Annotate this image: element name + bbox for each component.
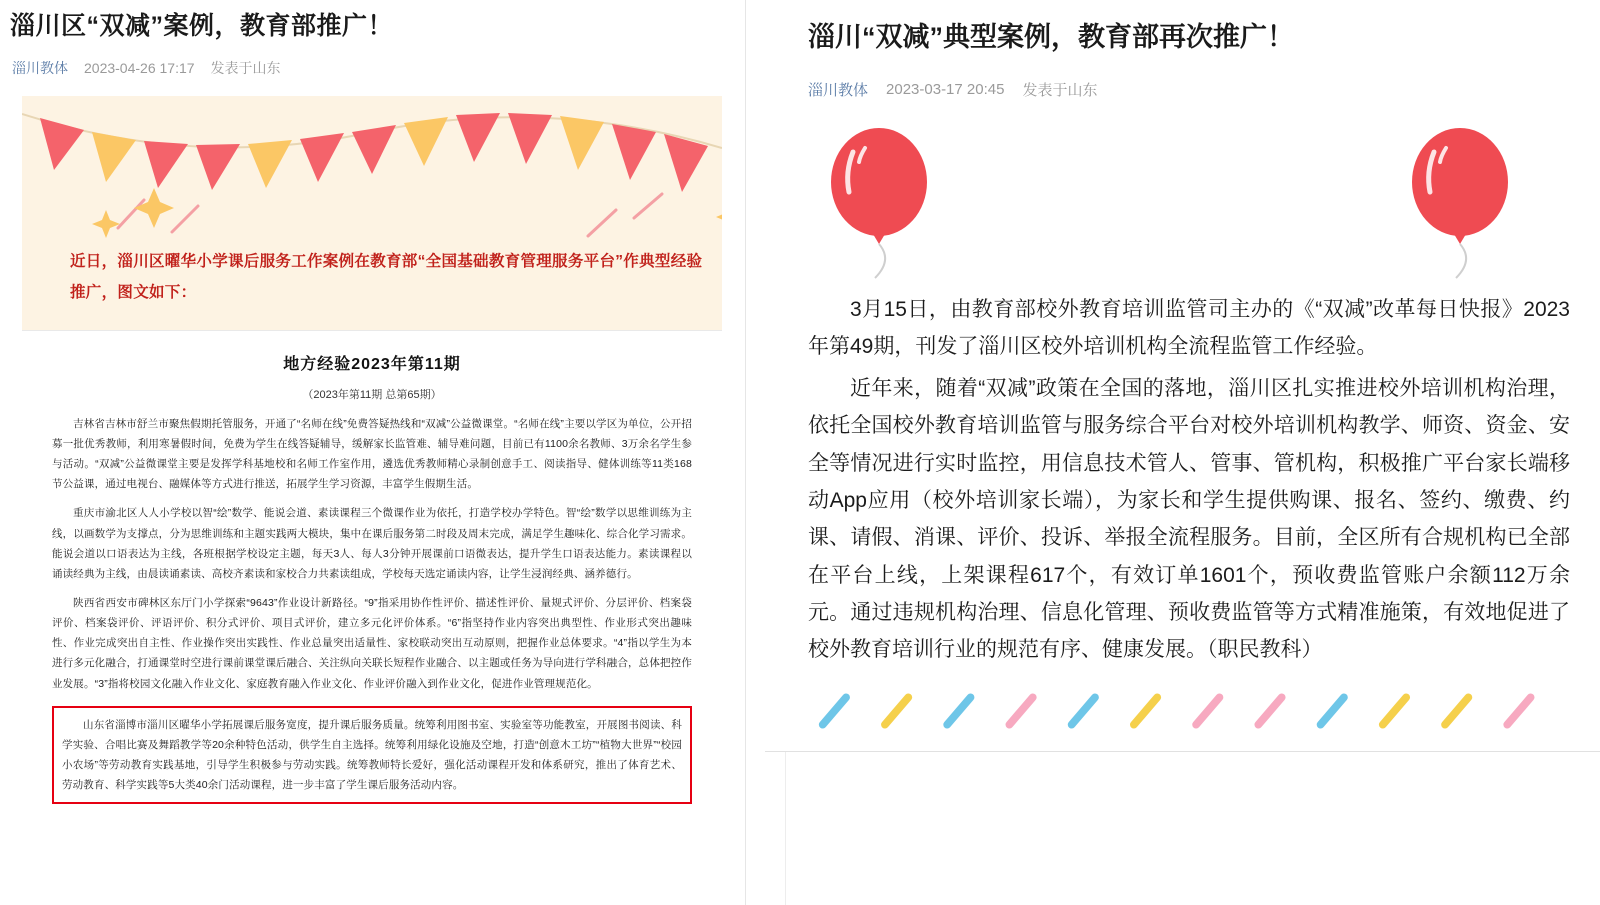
document-paragraph: 陕西省西安市碑林区东厅门小学探索“9643”作业设计新路径。“9”指采用协作性评价、描述性评价、量规式评价、分层评价、档案袋评价、档案袋评价、评语评价、积分式评价、项目式评价，建立多元化评价体系。“6”指坚持作业内容突出典型性、作业形式突出趣味性、作业完成突出自主性、作业操作突出实践性、作业总量突出适量性、家校联动突出互动原则，把握作业总体要求。“4”指以学生为本进行多元化融合，打通课堂时空进行课前课堂课后融合、关注纵向关联长短程作业融合、以主题或任务为导向进行学科融合，总体把控作业发展。“3”指将校园文化融入作业文化、家庭教育融入作业文化、作业评价融入到作业文化，促进作业管理规范化。: [52, 597, 692, 690]
document-paragraph: 重庆市渝北区人人小学校以智“绘”数学、能说会道、素读课程三个微课作业为依托，打造学校办学特色。智“绘”数学以思维训练为主线，以画数学为支撑点，分为思维训练和主题实践两大模块，集中在课后服务第二时段及周末完成，满足学生趣味化、综合化学习需求。能说会道以口语表达为主线，各班根据学校设定主题，每天3人、每人3分钟开展课前口语微表达，提升学生口语表达能力。素读课程以诵读经典为主线，由晨读诵素读、高校齐素读和家校合力共素读组成，学校每天选定诵读内容，让学生浸润经典、涵养德行。: [52, 507, 692, 580]
left-banner-card: [22, 96, 722, 330]
balloon-decoration-row: [765, 126, 1600, 291]
right-article-column: [753, 0, 1600, 905]
document-paragraph: 吉林省吉林市舒兰市聚焦假期托管服务，开通了“名师在线”免费答疑热线和“双减”公益微课堂。“名师在线”主要以学区为单位，公开招募一批优秀教师，利用寒暑假时间，免费为学生在线答疑辅导，缓解家长监管难、辅导难问题，目前已有1100余名教师、3万余名学生参与活动。“双减”公益微课堂主要是发挥学科基地校和名师工作室作用，遴选优秀教师精心录制创意手工、阅读指导、健体训练等11类168节公益课，通过电视台、融媒体等方式进行推送，拓展学生学习资源，丰富学生假期生活。: [52, 417, 692, 491]
left-article-meta: [0, 44, 745, 78]
pencil-divider-decoration: [765, 673, 1600, 731]
document-title: 地方经验2023年第11期: [283, 355, 461, 373]
document-subtitle: （2023年第11期 总第65期）: [302, 388, 442, 401]
left-publish-date: 2023-04-26 17:17: [84, 59, 195, 76]
embedded-document-image: [22, 330, 722, 860]
highlighted-paragraph-box: [52, 706, 692, 805]
right-publish-location: 发表于山东: [1022, 82, 1098, 100]
right-article-meta: [765, 55, 1600, 100]
left-banner-text: 近日，淄川区曜华小学课后服务工作案例在教育部“全国基础教育管理服务平台”作典型经验推广，图文如下：: [70, 252, 703, 301]
balloon-icon: [815, 126, 955, 291]
left-article-title: 淄川区“双减”案例，教育部推广！: [10, 12, 394, 40]
party-bunting-decoration: [22, 96, 722, 246]
left-author-link[interactable]: 淄川教体: [12, 59, 68, 76]
next-content-placeholder: [785, 752, 1545, 905]
right-paragraph: 近年来，随着“双减”政策在全国的落地，淄川区扎实推进校外培训机构治理，依托全国校外教育培训监管与服务综合平台对校外培训机构教学、师资、资金、安全等情况进行实时监控，用信息技术管人、管事、管机构，积极推广平台家长端移动App应用（校外培训家长端），为家长和学生提供购课、报名、签约、缴费、约课、请假、消课、评价、投诉、举报全流程服务。目前，全区所有合规机构已全部在平台上线，上架课程617个，有效订单1601个，预收费监管账户余额112万余元。通过违规机构治理、信息化管理、预收费监管等方式精准施策，有效地促进了校外教育培训行业的规范有序、健康发展。（职民教科）: [808, 376, 1570, 662]
right-paragraph: 3月15日，由教育部校外教育培训监管司主办的《“双减”改革每日快报》2023年第49期，刊发了淄川区校外培训机构全流程监管工作经验。: [808, 298, 1570, 359]
right-article-title: 淄川“双减”典型案例，教育部再次推广！: [808, 22, 1294, 52]
document-highlight-paragraph: 山东省淄博市淄川区曜华小学拓展课后服务宽度，提升课后服务质量。统筹利用图书室、实验室等功能教室，开展图书阅读、科学实验、合唱比赛及舞蹈教学等20余种特色活动，供学生自主选择。统筹利用绿化设施及空地，打造“创意木工坊”“植物大世界”“校园小农场”等劳动教育实践基地，引导学生积极参与劳动实践。统筹教师特长爱好，强化活动课程开发和体系研究，推出了体育艺术、劳动教育、科学实践等5大类40余门活动课程，进一步丰富了学生课后服务活动内容。: [62, 718, 682, 792]
left-publish-location: 发表于山东: [210, 59, 281, 76]
left-article-column: [0, 0, 745, 905]
right-publish-date: 2023-03-17 20:45: [886, 81, 1005, 99]
right-author-link[interactable]: 淄川教体: [808, 82, 869, 100]
column-divider: [745, 0, 753, 905]
balloon-icon: [1390, 126, 1530, 291]
right-article-body: [765, 291, 1600, 669]
